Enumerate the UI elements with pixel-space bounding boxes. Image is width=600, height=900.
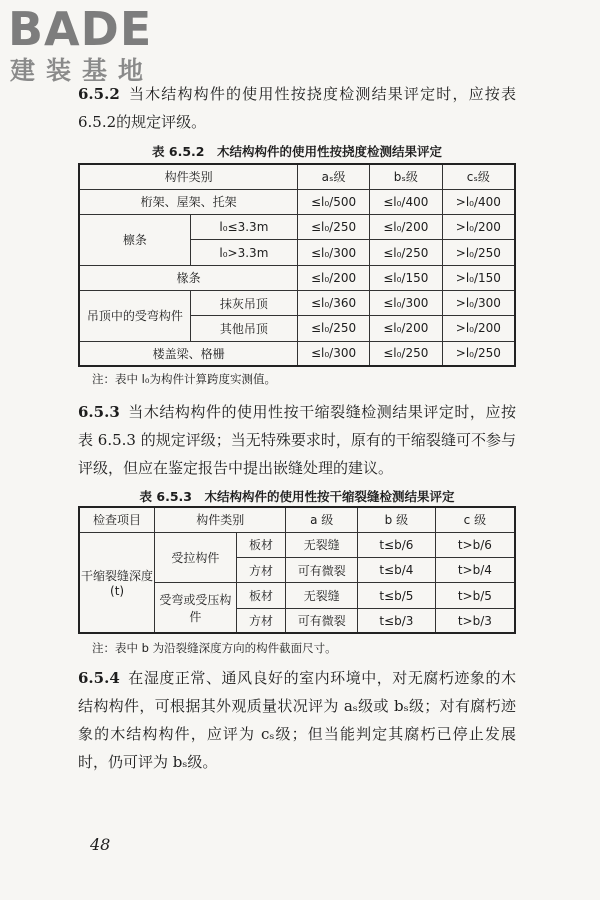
- section-number: 6.5.4: [78, 669, 120, 687]
- table-6-5-2: [78, 163, 516, 367]
- value-cell: t≤b/3: [358, 608, 436, 633]
- value-cell: 无裂缝: [286, 532, 358, 557]
- table-6-5-3-caption: 表 6.5.3 木结构构件的使用性按干缩裂缝检测结果评定: [139, 489, 455, 504]
- table-row: [79, 265, 515, 290]
- table-row: [79, 532, 515, 557]
- paragraph-text: 在湿度正常、通风良好的室内环境中，对无腐朽迹象的木结构构件，可根据其外观质量状况评为 aₛ级或 bₛ级；对有腐朽迹象的木结构构件，应评为 cₛ级；但当能判定其腐朽已停止发展时，仍可评为 bₛ级。: [78, 669, 516, 771]
- header-cell: 检查项目: [79, 507, 155, 532]
- category-cell: 檩条: [79, 215, 190, 266]
- value-cell: ≤l₀/500: [298, 189, 370, 214]
- table-header-row: [79, 164, 515, 189]
- header-cell: cₛ级: [442, 164, 515, 189]
- component-group-cell: 受拉构件: [155, 532, 237, 583]
- section-number: 6.5.2: [78, 85, 120, 103]
- table-row: [79, 189, 515, 214]
- value-cell: ≤l₀/400: [369, 189, 442, 214]
- material-cell: 方材: [236, 558, 286, 583]
- paragraph-6-5-3: [78, 398, 516, 482]
- page-number: 48: [90, 835, 111, 854]
- section-number: 6.5.3: [78, 403, 120, 421]
- value-cell: ≤l₀/250: [298, 215, 370, 240]
- value-cell: >l₀/250: [442, 341, 515, 366]
- value-cell: t>b/3: [435, 608, 515, 633]
- value-cell: 无裂缝: [286, 583, 358, 608]
- logo-text: BADE: [8, 2, 153, 56]
- value-cell: ≤l₀/150: [369, 265, 442, 290]
- category-cell: 吊顶中的受弯构件: [79, 290, 190, 341]
- table-6-5-2-caption: 表 6.5.2 木结构构件的使用性按挠度检测结果评定: [152, 144, 442, 159]
- value-cell: ≤l₀/300: [369, 290, 442, 315]
- inspection-item-symbol: (t): [110, 584, 125, 599]
- material-cell: 方材: [236, 608, 286, 633]
- value-cell: ≤l₀/300: [298, 341, 370, 366]
- table-6-5-3-note: 注：表中 b 为沿裂缝深度方向的构件截面尺寸。: [92, 641, 337, 655]
- header-cell: 构件类别: [155, 507, 286, 532]
- value-cell: ≤l₀/300: [298, 240, 370, 265]
- value-cell: t≤b/4: [358, 558, 436, 583]
- category-cell: 桁架、屋架、托架: [79, 189, 298, 214]
- header-cell: a 级: [286, 507, 358, 532]
- logo-subtitle: 建装基地: [10, 56, 155, 85]
- table-header-row: [79, 507, 515, 532]
- paragraph-6-5-4: [78, 664, 516, 776]
- header-cell: 构件类别: [79, 164, 298, 189]
- category-cell: 椽条: [79, 265, 298, 290]
- value-cell: t>b/6: [435, 532, 515, 557]
- header-cell: b 级: [358, 507, 436, 532]
- value-cell: t>b/5: [435, 583, 515, 608]
- value-cell: ≤l₀/360: [298, 290, 370, 315]
- subcategory-cell: 抹灰吊顶: [190, 290, 298, 315]
- table-row: [79, 215, 515, 240]
- value-cell: >l₀/200: [442, 316, 515, 341]
- paragraph-text: 当木结构构件的使用性按挠度检测结果评定时，应按表6.5.2的规定评级。: [78, 85, 516, 131]
- watermark-logo: [8, 4, 188, 92]
- category-cell: 楼盖梁、格栅: [79, 341, 298, 366]
- value-cell: ≤l₀/250: [369, 341, 442, 366]
- subcategory-cell: l₀≤3.3m: [190, 215, 298, 240]
- value-cell: ≤l₀/200: [369, 316, 442, 341]
- material-cell: 板材: [236, 583, 286, 608]
- value-cell: t>b/4: [435, 558, 515, 583]
- component-group-cell: 受弯或受压构件: [155, 583, 237, 634]
- paragraph-6-5-2: [78, 80, 516, 136]
- value-cell: >l₀/400: [442, 189, 515, 214]
- value-cell: >l₀/200: [442, 215, 515, 240]
- value-cell: t≤b/6: [358, 532, 436, 557]
- value-cell: 可有微裂: [286, 608, 358, 633]
- inspection-item: 干缩裂缝深度: [81, 569, 154, 584]
- table-6-5-3: [78, 506, 516, 634]
- value-cell: ≤l₀/250: [369, 240, 442, 265]
- header-cell: c 级: [435, 507, 515, 532]
- table-6-5-2-note: 注：表中 l₀为构件计算跨度实测值。: [92, 372, 276, 386]
- value-cell: >l₀/250: [442, 240, 515, 265]
- value-cell: t≤b/5: [358, 583, 436, 608]
- header-cell: aₛ级: [298, 164, 370, 189]
- value-cell: >l₀/150: [442, 265, 515, 290]
- value-cell: 可有微裂: [286, 558, 358, 583]
- subcategory-cell: 其他吊顶: [190, 316, 298, 341]
- header-cell: bₛ级: [369, 164, 442, 189]
- value-cell: ≤l₀/250: [298, 316, 370, 341]
- table-row: [79, 290, 515, 315]
- value-cell: ≤l₀/200: [369, 215, 442, 240]
- subcategory-cell: l₀>3.3m: [190, 240, 298, 265]
- inspection-item-cell: [79, 532, 155, 633]
- paragraph-text: 当木结构构件的使用性按干缩裂缝检测结果评定时，应按表 6.5.3 的规定评级；当无特殊要求时，原有的干缩裂缝可不参与评级，但应在鉴定报告中提出嵌缝处理的建议。: [78, 403, 516, 477]
- value-cell: >l₀/300: [442, 290, 515, 315]
- material-cell: 板材: [236, 532, 286, 557]
- value-cell: ≤l₀/200: [298, 265, 370, 290]
- table-row: [79, 341, 515, 366]
